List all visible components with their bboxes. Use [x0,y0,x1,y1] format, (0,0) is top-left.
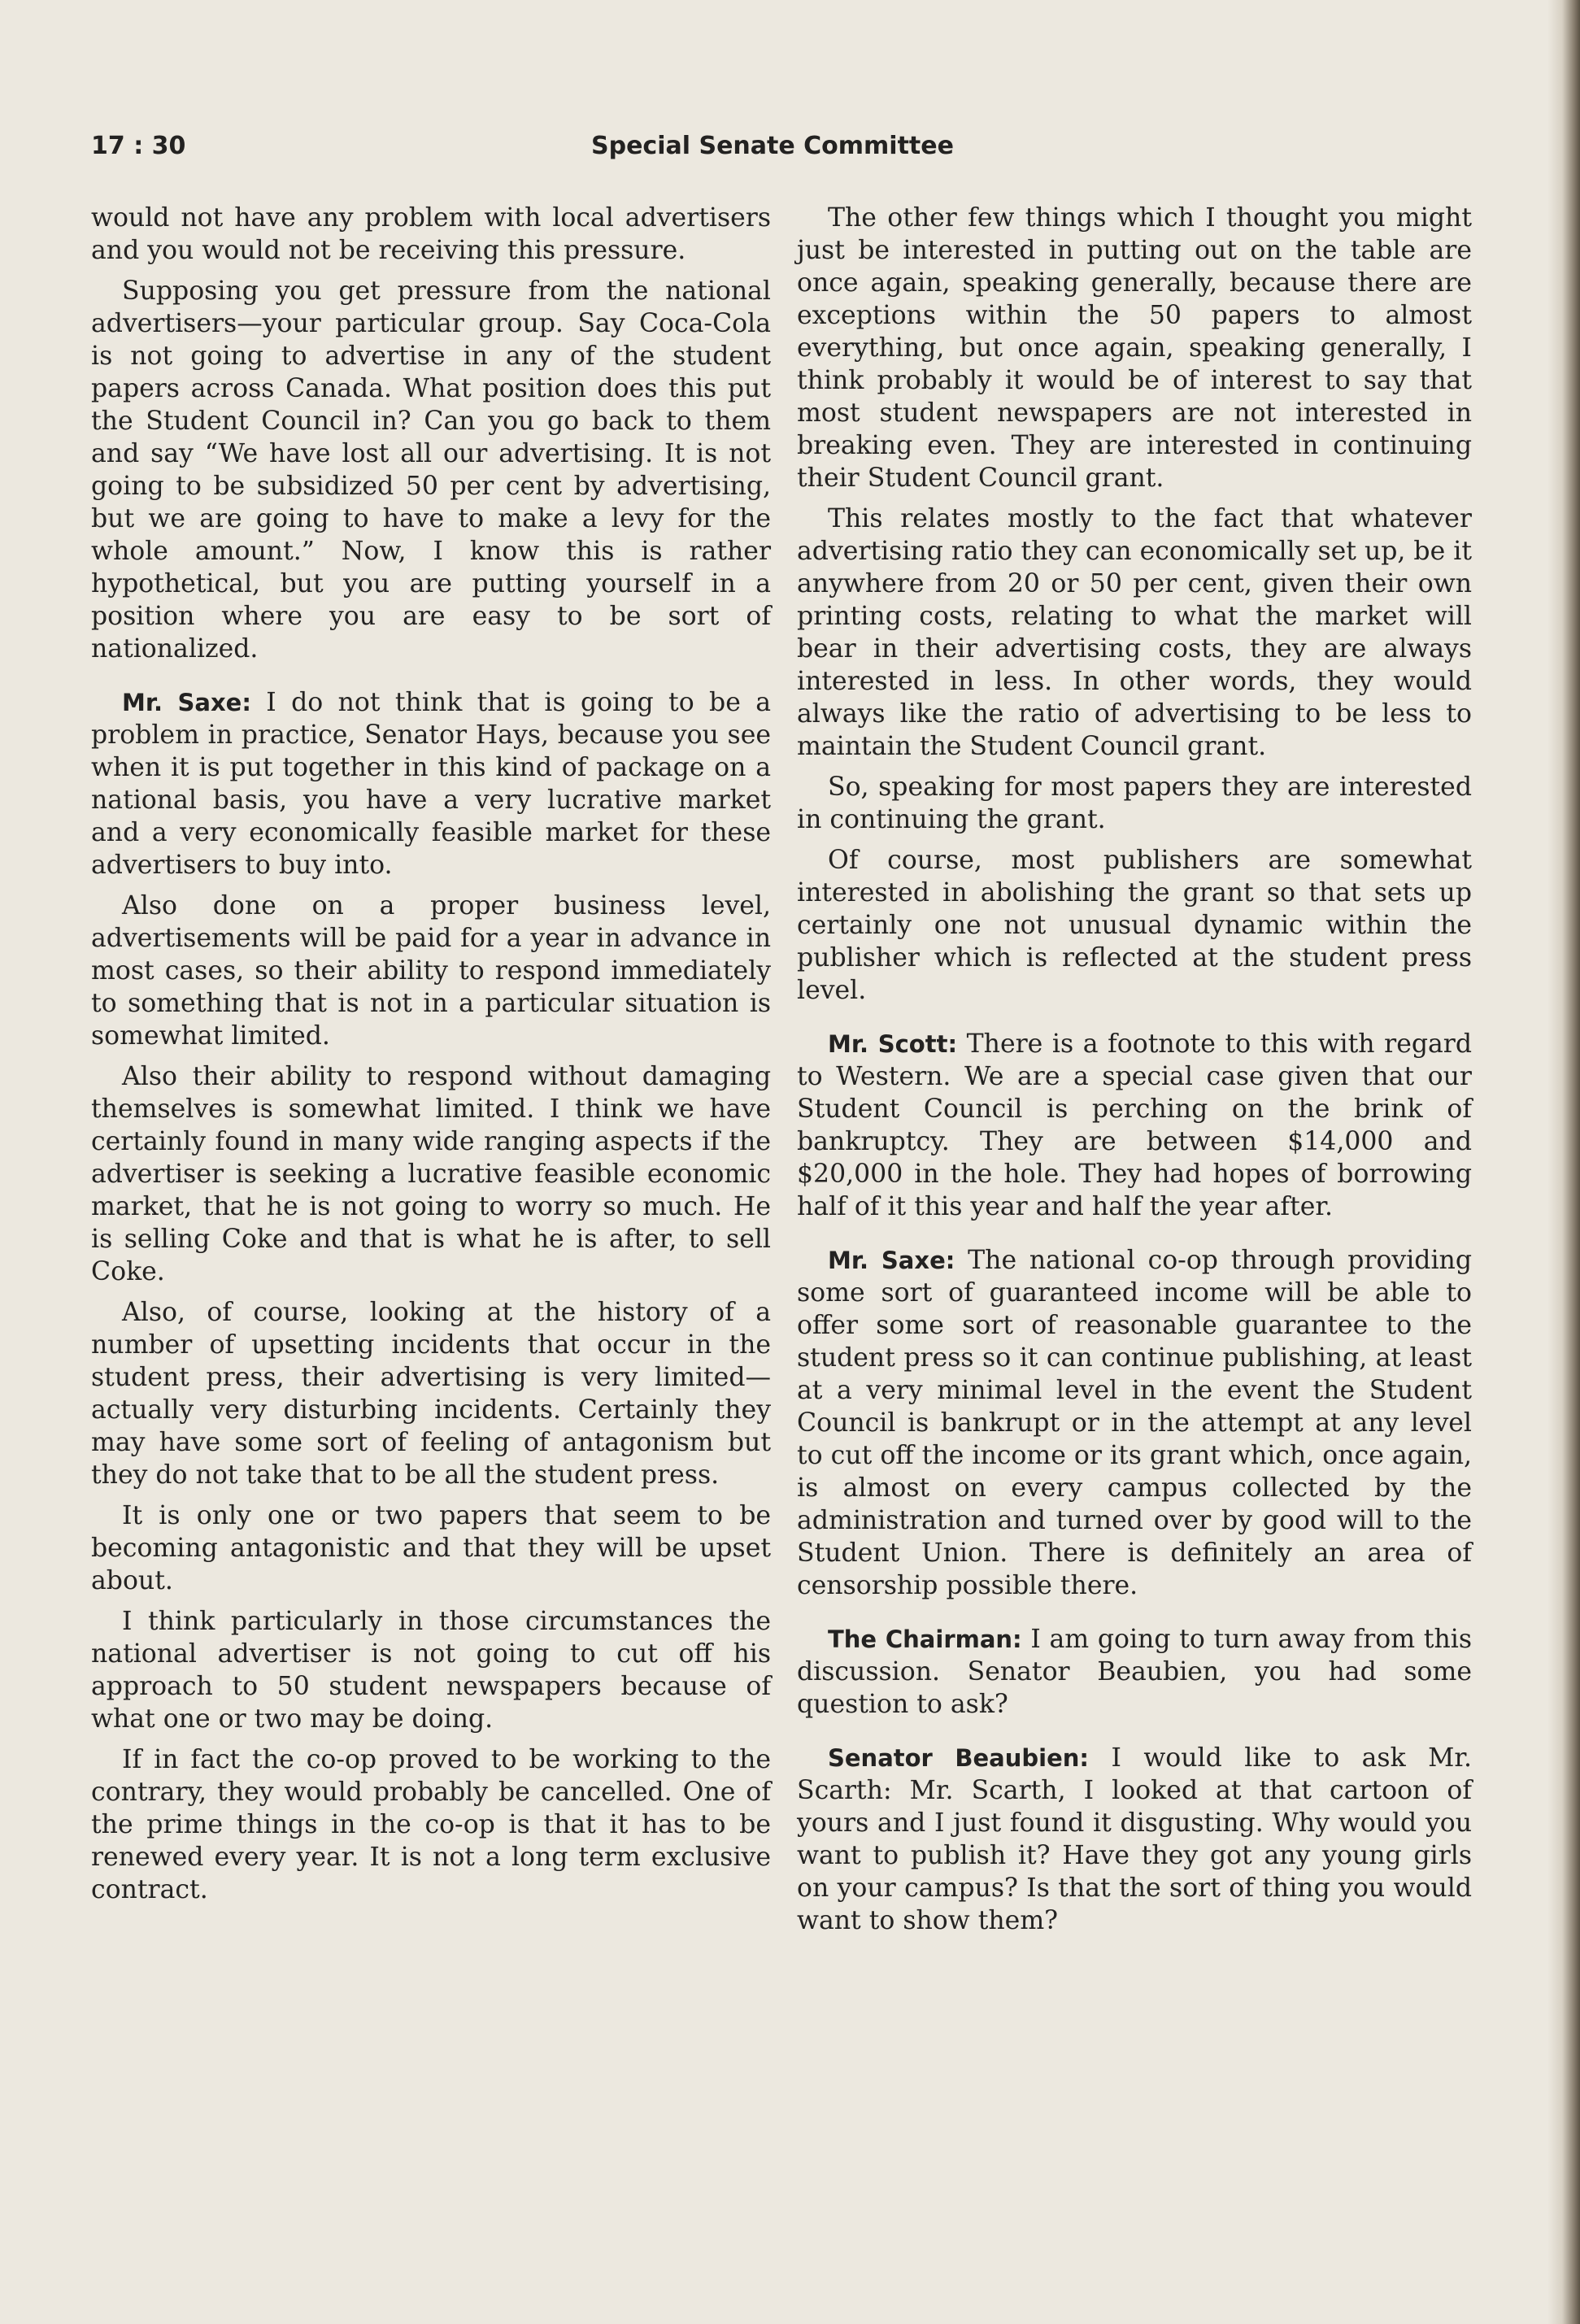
paragraph [797,771,1472,836]
speech-paragraph [797,1028,1472,1223]
paragraph-text: I do not think that is going to be a problem in practice, Senator Hays, because you see when it is put together in this kind of package on a national basis, you have a very lucrative market and a very economically feasible market for these advertisers to buy into. [91,688,771,880]
page-header [91,132,1473,172]
paragraph-text: Supposing you get pressure from the national advertisers—your particular group. Say Coca-Cola is not going to advertise in any of the student papers across Canada. What position does this put the Student Council in? Can you go back to them and say “We have lost all our advertising. It is not going to be subsidized 50 per cent by advertising, but we are going to have to make a levy for the whole amount.” Now, I know this is rather hypothetical, but you are putting yourself in a position where you are easy to be sort of nationalized. [91,276,771,664]
paragraph-text: The national co-op through providing some sort of guaranteed income will be able to offer some sort of reasonable guarantee to the student press so it can continue publishing, at least at a very minimal level in the event the Student Council is bankrupt or in the attempt at any level to cut off the income or its grant which, once again, is almost on every campus collected by the administration and turned over by good will to the Student Union. There is definitely an area of censorship possible there. [797,1246,1472,1600]
speaker-name: Mr. Saxe: [828,1247,955,1274]
running-title: Special Senate Committee [591,132,954,160]
paragraph-text: So, speaking for most papers they are interested in continuing the grant. [797,772,1472,834]
left-column [91,202,771,1914]
paragraph-text: This relates mostly to the fact that whatever advertising ratio they can economically set up, be it anywhere from 20 or 50 per cent, given their own printing costs, relating to what the market will bear in their advertising costs, they are always interested in less. In other words, they would always like the ratio of advertising to be less to maintain the Student Council grant. [797,504,1472,761]
paragraph-text: Also their ability to respond without damaging themselves is somewhat limited. I think we have certainly found in many wide ranging aspects if the advertiser is seeking a lucrative feasible economic market, that he is not going to worry so much. He is selling Coke and that is what he is after, to sell Coke. [91,1062,771,1286]
paragraph-text: Also, of course, looking at the history of a number of upsetting incidents that occur in the student press, their advertising is very limited—actually very disturbing incidents. Certainly they may have some sort of feeling of antagonism but they do not take that to be all the student press. [91,1298,771,1490]
paragraph [91,1296,771,1491]
paragraph-text: I am going to turn away from this discussion. Senator Beaubien, you had some question to ask? [797,1625,1472,1719]
paragraph-text: would not have any problem with local advertisers and you would not be receiving this pressure. [91,203,771,265]
paragraph-text: If in fact the co-op proved to be working to the contrary, they would probably be cancelled. One of the prime things in the co-op is that it has to be renewed every year. It is not a long term exclusive contract. [91,1745,771,1904]
paragraph [91,275,771,665]
paragraph-text: It is only one or two papers that seem to be becoming antagonistic and that they will be upset about. [91,1501,771,1595]
paragraph-text: I would like to ask Mr. Scarth: Mr. Scarth, I looked at that cartoon of yours and I just found it disgusting. Why would you want to publish it? Have they got any young girls on your campus? Is that the sort of thing you would want to show them? [797,1743,1472,1935]
speech-paragraph [797,1742,1472,1937]
paragraph [797,202,1472,494]
paragraph-text: Of course, most publishers are somewhat interested in abolishing the grant so that sets up certainly one not unusual dynamic within the publisher which is reflected at the student press level. [797,846,1472,1005]
paragraph-text: I think particularly in those circumstances the national advertiser is not going to cut off his approach to 50 student newspapers because of what one or two may be doing. [91,1607,771,1734]
speaker-name: Mr. Scott: [828,1030,958,1058]
speech-paragraph [797,1244,1472,1602]
paragraph-text: The other few things which I thought you might just be interested in putting out on the table are once again, speaking generally, because there are exceptions within the 50 papers to almost everything, but once again, speaking generally, I think probably it would be of interest to say that most student newspapers are not interested in breaking even. They are interested in continuing their Student Council grant. [797,203,1472,493]
speaker-name: The Chairman: [828,1625,1022,1653]
speech-paragraph [797,1623,1472,1721]
speaker-name: Senator Beaubien: [828,1744,1089,1772]
paragraph [797,844,1472,1007]
right-column [797,202,1472,1945]
paragraph [91,1060,771,1288]
speaker-name: Mr. Saxe: [122,689,251,716]
paragraph [91,1499,771,1597]
speech-paragraph [91,686,771,881]
page-number: 17 : 30 [91,132,186,160]
paragraph [91,1743,771,1906]
paragraph [91,202,771,267]
paragraph [91,890,771,1052]
paragraph-text: Also done on a proper business level, advertisements will be paid for a year in advance in most cases, so their ability to respond immediately to something that is not in a particular situation is somewhat limited. [91,891,771,1051]
paragraph [797,503,1472,763]
paragraph-text: There is a footnote to this with regard to Western. We are a special case given that our Student Council is perching on the brink of bankruptcy. They are between $14,000 and $20,000 in the hole. They had hopes of borrowing half of it this year and half the year after. [797,1029,1472,1221]
binding-shadow [1547,0,1580,2324]
paragraph [91,1605,771,1735]
